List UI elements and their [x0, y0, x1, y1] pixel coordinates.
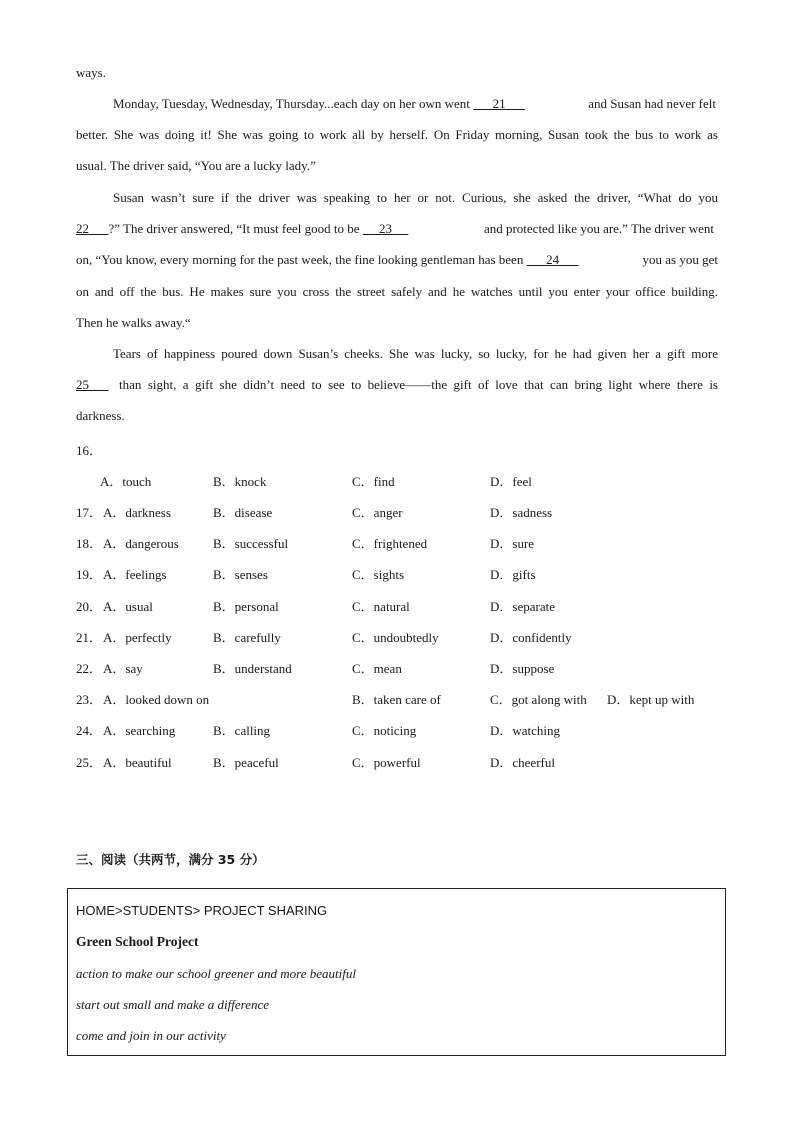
- option-d[interactable]: D．separate: [490, 599, 555, 614]
- question-number: 22．: [76, 661, 103, 676]
- reading-box: [67, 888, 726, 1056]
- option-d[interactable]: D．gifts: [490, 567, 536, 582]
- option-c[interactable]: C．sights: [352, 567, 405, 582]
- passage-line: Tears of happiness poured down Susan’s cheeks. She was lucky, so lucky, for he had given her a gift more: [113, 346, 718, 361]
- option-d[interactable]: D．watching: [490, 723, 561, 738]
- box-line: come and join in our activity: [76, 1028, 226, 1043]
- passage-line: Then he walks away.“: [76, 315, 191, 330]
- option-a[interactable]: A．perfectly: [103, 630, 172, 645]
- option-c[interactable]: C．find: [352, 474, 395, 489]
- passage-line: usual. The driver said, “You are a lucky lady.”: [76, 158, 316, 173]
- option-b[interactable]: B．personal: [213, 599, 279, 614]
- breadcrumb: HOME>STUDENTS> PROJECT SHARING: [76, 903, 328, 918]
- blank-22: 22: [76, 221, 89, 236]
- option-a[interactable]: A．looked down on: [103, 692, 210, 707]
- question-number: 18．: [76, 536, 103, 551]
- option-d[interactable]: D．sure: [490, 536, 535, 551]
- question-number: 24．: [76, 723, 103, 738]
- passage-line: Susan wasn’t sure if the driver was speaking to her or not. Curious, she asked the driver, “What do you: [113, 190, 718, 205]
- option-d[interactable]: D．confidently: [490, 630, 572, 645]
- option-b[interactable]: B．disease: [213, 505, 273, 520]
- question-number: 16．: [76, 443, 103, 458]
- option-d[interactable]: D．feel: [490, 474, 532, 489]
- option-a[interactable]: A．say: [103, 661, 143, 676]
- option-c[interactable]: C．natural: [352, 599, 410, 614]
- option-a[interactable]: A．feelings: [103, 567, 167, 582]
- option-b[interactable]: B．understand: [213, 661, 292, 676]
- blank-24: 24: [546, 252, 560, 267]
- option-a[interactable]: A．searching: [103, 723, 176, 738]
- option-a[interactable]: A．dangerous: [103, 536, 179, 551]
- passage-line: 25 than sight, a gift she didn’t need to see to believe——the gift of love that can bring light where there is: [76, 377, 718, 392]
- box-line: action to make our school greener and more beautiful: [76, 966, 356, 981]
- question-number: 21．: [76, 630, 103, 645]
- option-d[interactable]: D．suppose: [490, 661, 555, 676]
- option-a[interactable]: A．touch: [100, 474, 152, 489]
- option-c[interactable]: C．noticing: [352, 723, 417, 738]
- blank-21: 21: [492, 96, 506, 111]
- passage-line: ways.: [76, 65, 106, 80]
- option-b[interactable]: B．successful: [213, 536, 289, 551]
- question-number: 25．: [76, 755, 103, 770]
- option-b[interactable]: B．knock: [213, 474, 267, 489]
- blank-23: 23: [379, 221, 392, 236]
- option-a[interactable]: A．beautiful: [103, 755, 172, 770]
- question-number: 23．: [76, 692, 103, 707]
- option-c[interactable]: C．powerful: [352, 755, 421, 770]
- option-b[interactable]: B．carefully: [213, 630, 281, 645]
- option-c[interactable]: C．mean: [352, 661, 402, 676]
- option-d[interactable]: D．kept up with: [607, 692, 695, 707]
- option-b[interactable]: B．peaceful: [213, 755, 279, 770]
- option-d[interactable]: D．sadness: [490, 505, 553, 520]
- option-b[interactable]: B．calling: [213, 723, 271, 738]
- option-c[interactable]: C．undoubtedly: [352, 630, 439, 645]
- option-a[interactable]: A．darkness: [103, 505, 171, 520]
- question-number: 20．: [76, 599, 103, 614]
- passage-line: darkness.: [76, 408, 125, 423]
- option-a[interactable]: A．usual: [103, 599, 153, 614]
- box-title: Green School Project: [76, 934, 199, 949]
- box-line: start out small and make a difference: [76, 997, 270, 1012]
- question-number: 19．: [76, 567, 103, 582]
- passage-line: better. She was doing it! She was going to work all by herself. On Friday morning, Susan took the bus to work as: [76, 127, 718, 142]
- passage-line: Monday, Tuesday, Wednesday, Thursday...each day on her own went 21 and Susan had never felt: [113, 96, 716, 111]
- passage-line: on, “You know, every morning for the past week, the fine looking gentleman has been 24 you as you get: [76, 252, 718, 267]
- section-heading: 三、阅读（共两节，满分 35 分）: [76, 852, 265, 867]
- option-c[interactable]: C．frightened: [352, 536, 428, 551]
- question-number: 17．: [76, 505, 103, 520]
- blank-25: 25: [76, 377, 89, 392]
- passage-line: 22 ?” The driver answered, “It must feel good to be 23 and protected like you are.” The driver went: [76, 221, 714, 236]
- option-c[interactable]: C．got along with: [490, 692, 587, 707]
- option-c[interactable]: C．anger: [352, 505, 403, 520]
- option-b[interactable]: B．senses: [213, 567, 268, 582]
- passage-line: on and off the bus. He makes sure you cross the street safely and he watches until you enter your office building.: [76, 284, 718, 299]
- option-b[interactable]: B．taken care of: [352, 692, 441, 707]
- option-d[interactable]: D．cheerful: [490, 755, 555, 770]
